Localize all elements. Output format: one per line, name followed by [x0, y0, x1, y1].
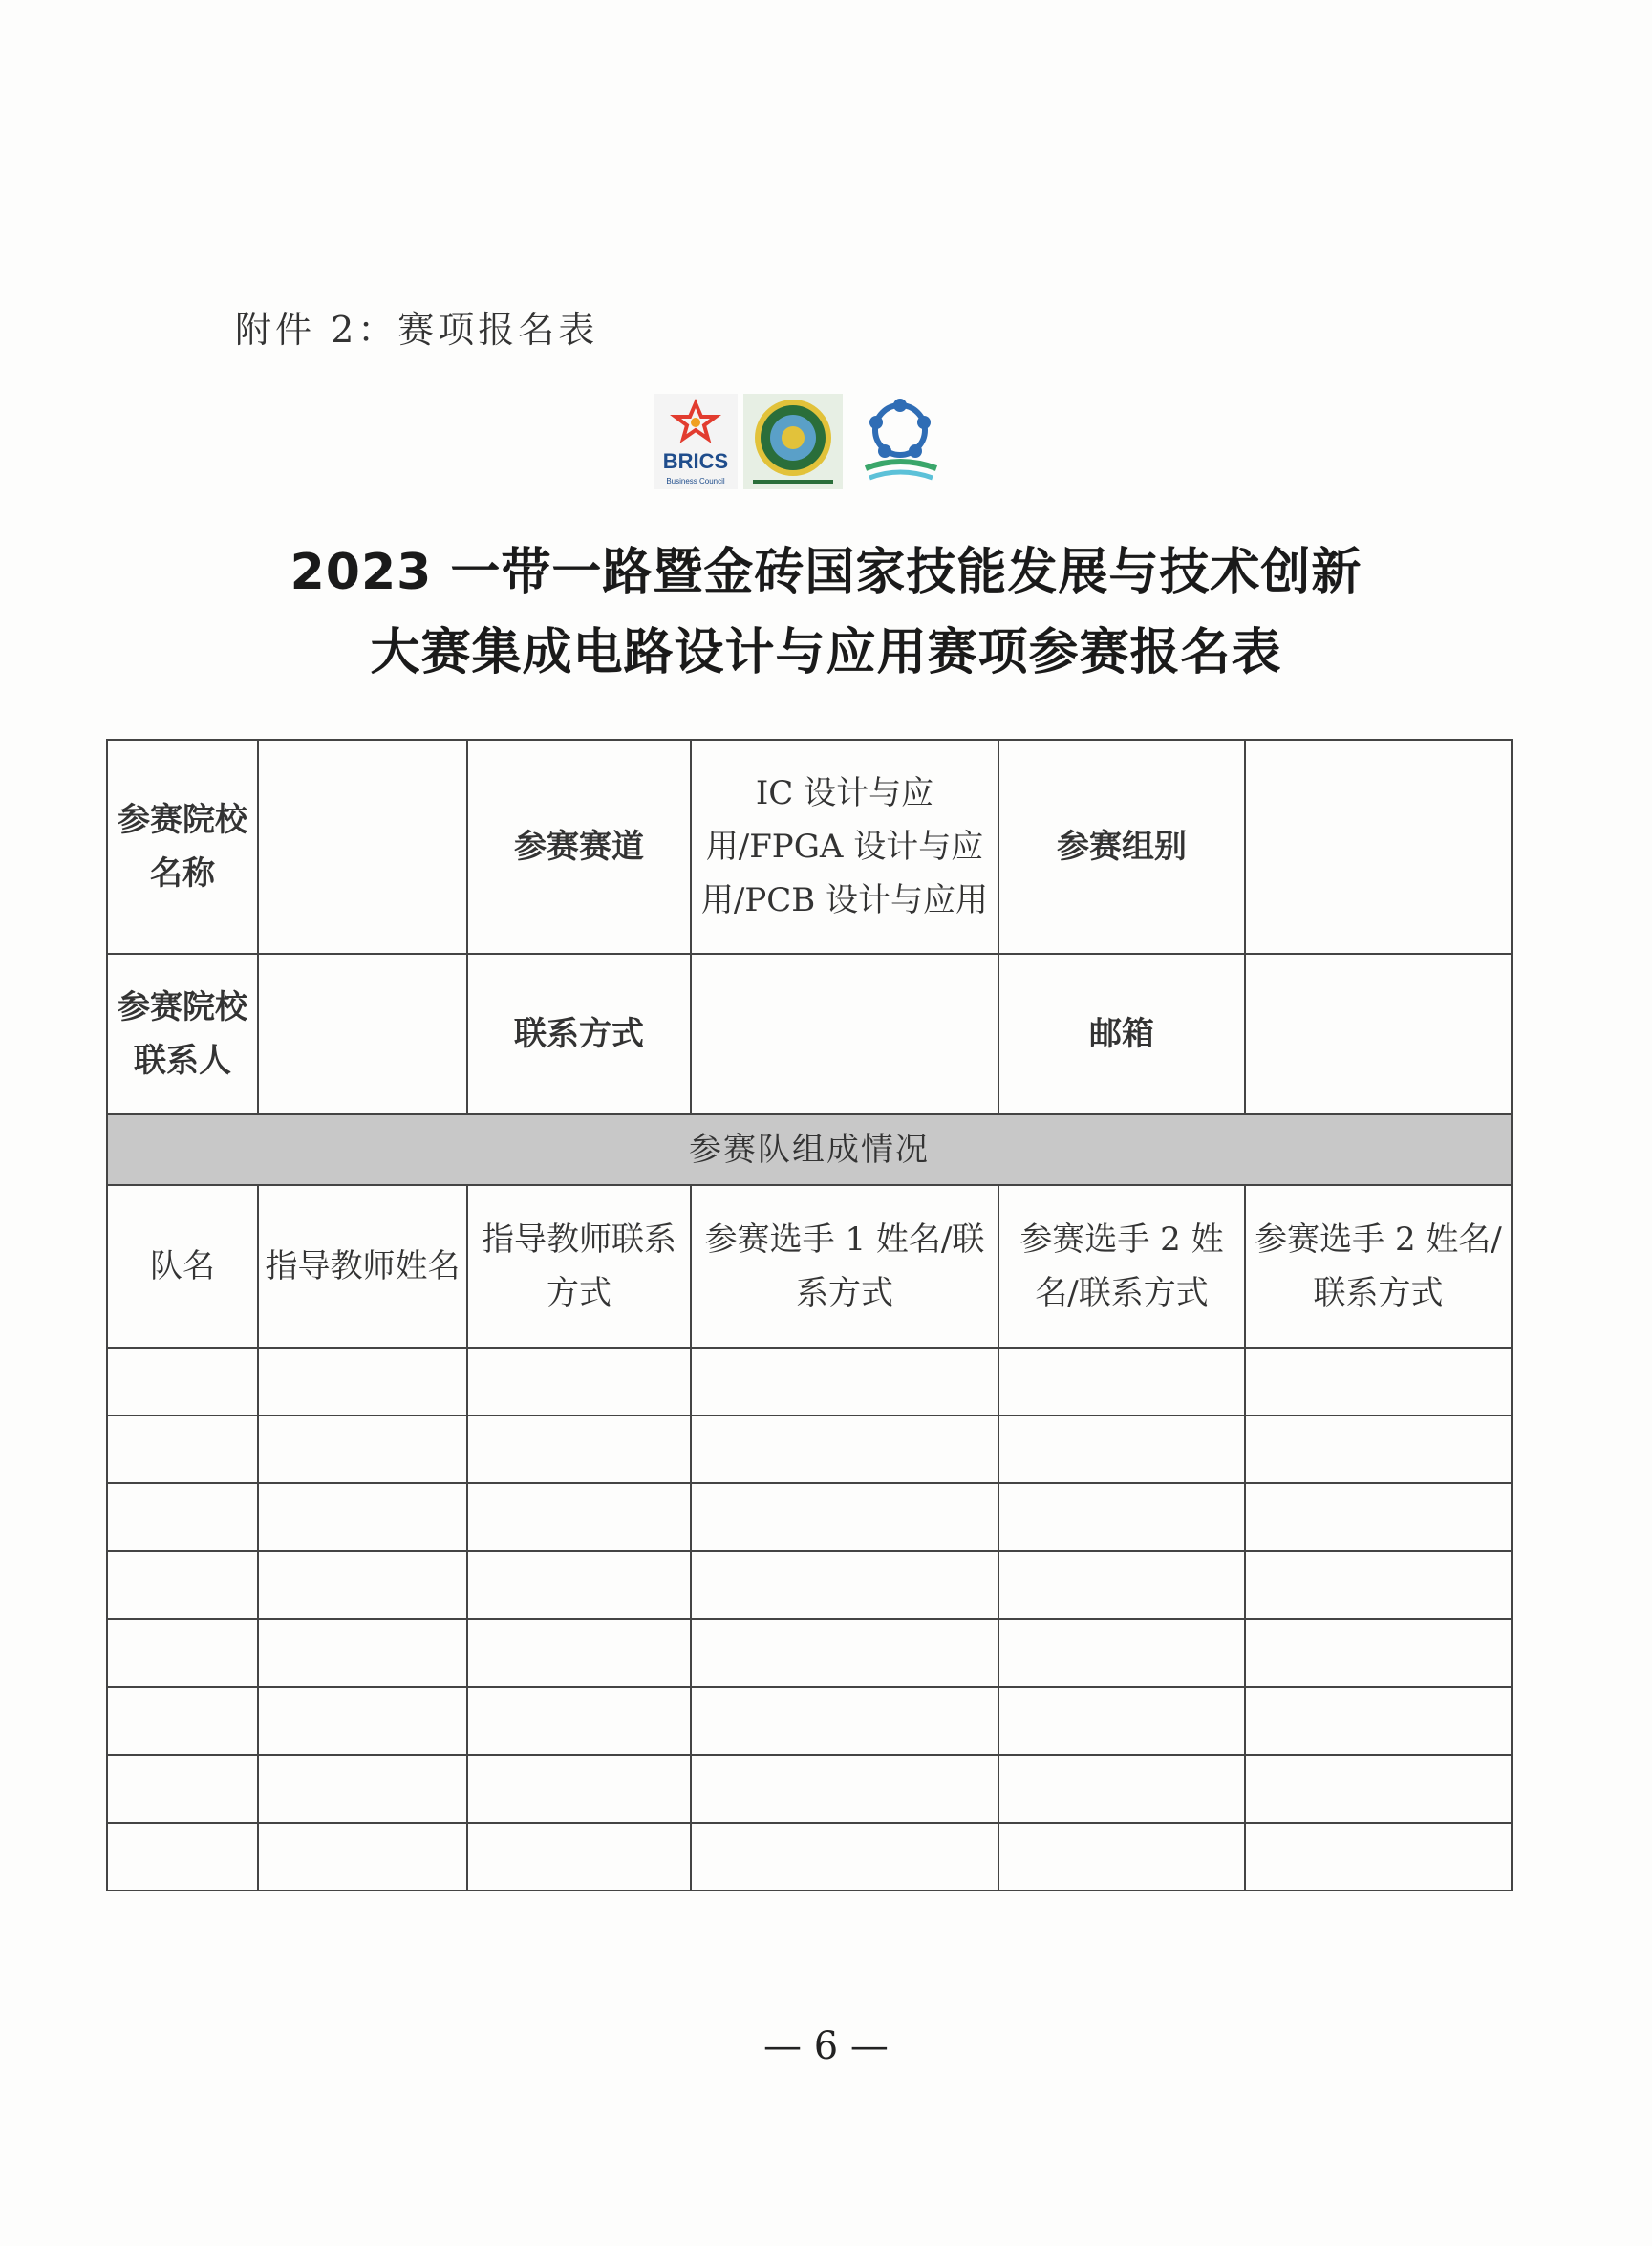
table-cell[interactable] [691, 1348, 998, 1415]
contact-method-label: 联系方式 [467, 954, 691, 1114]
attachment-label: 附件 2：赛项报名表 [235, 309, 599, 351]
table-cell[interactable] [467, 1755, 691, 1823]
registration-form-table [106, 739, 1513, 1891]
table-cell[interactable] [258, 1415, 467, 1483]
table-cell[interactable] [467, 1619, 691, 1687]
table-cell[interactable] [998, 1348, 1245, 1415]
table-row [107, 1483, 1512, 1551]
table-cell[interactable] [998, 1551, 1245, 1619]
table-cell[interactable] [1245, 1348, 1512, 1415]
group-field[interactable] [1245, 740, 1512, 954]
contact-method-field[interactable] [691, 954, 998, 1114]
emblem-logo [866, 399, 936, 478]
table-cell[interactable] [691, 1619, 998, 1687]
table-cell[interactable] [691, 1823, 998, 1890]
table-cell[interactable] [107, 1483, 258, 1551]
table-row [107, 1755, 1512, 1823]
table-row [107, 1415, 1512, 1483]
table-cell[interactable] [691, 1687, 998, 1755]
table-cell[interactable] [998, 1755, 1245, 1823]
email-label: 邮箱 [998, 954, 1245, 1114]
table-cell[interactable] [998, 1823, 1245, 1890]
table-cell[interactable] [1245, 1687, 1512, 1755]
track-value[interactable]: IC 设计与应用/FPGA 设计与应用/PCB 设计与应用 [691, 740, 998, 954]
table-row [107, 1114, 1512, 1185]
table-row [107, 1823, 1512, 1890]
table-cell[interactable] [107, 1415, 258, 1483]
table-cell[interactable] [691, 1755, 998, 1823]
brics-logo [654, 394, 738, 489]
table-cell[interactable] [1245, 1619, 1512, 1687]
table-cell[interactable] [258, 1823, 467, 1890]
table-cell[interactable] [258, 1755, 467, 1823]
table-cell[interactable] [467, 1551, 691, 1619]
table-cell[interactable] [467, 1483, 691, 1551]
table-cell[interactable] [258, 1687, 467, 1755]
table-cell[interactable] [467, 1348, 691, 1415]
table-cell[interactable] [258, 1483, 467, 1551]
table-row [107, 1687, 1512, 1755]
group-label: 参赛组别 [998, 740, 1245, 954]
table-cell[interactable] [691, 1551, 998, 1619]
team-header-cell: 指导教师姓名 [258, 1185, 467, 1348]
school-name-field[interactable] [258, 740, 467, 954]
table-cell[interactable] [107, 1823, 258, 1890]
table-cell[interactable] [998, 1415, 1245, 1483]
document-title-line-2: 大赛集成电路设计与应用赛项参赛报名表 [370, 624, 1282, 681]
table-cell[interactable] [998, 1619, 1245, 1687]
table-row [107, 1348, 1512, 1415]
seal-logo [743, 394, 843, 489]
brics-logo-subtext: Business Council [666, 477, 725, 486]
table-cell[interactable] [998, 1687, 1245, 1755]
table-cell[interactable] [107, 1687, 258, 1755]
table-cell[interactable] [107, 1551, 258, 1619]
brics-logo-text: BRICS [662, 449, 729, 473]
table-row [107, 1619, 1512, 1687]
team-section-header: 参赛队组成情况 [107, 1114, 1512, 1185]
team-header-cell: 参赛选手 2 姓名/联系方式 [1245, 1185, 1512, 1348]
table-cell[interactable] [107, 1755, 258, 1823]
table-row [107, 740, 1512, 954]
table-row [107, 954, 1512, 1114]
contact-person-label: 参赛院校联系人 [107, 954, 258, 1114]
logo-group [654, 394, 940, 489]
school-name-label: 参赛院校名称 [107, 740, 258, 954]
table-cell[interactable] [1245, 1823, 1512, 1890]
table-cell[interactable] [1245, 1551, 1512, 1619]
page-number: — 6 — [763, 2024, 889, 2068]
team-header-row [107, 1185, 1512, 1348]
table-cell[interactable] [258, 1551, 467, 1619]
table-cell[interactable] [107, 1348, 258, 1415]
table-cell[interactable] [1245, 1415, 1512, 1483]
table-cell[interactable] [467, 1415, 691, 1483]
table-cell[interactable] [691, 1415, 998, 1483]
table-cell[interactable] [1245, 1483, 1512, 1551]
table-cell[interactable] [467, 1687, 691, 1755]
team-header-cell: 队名 [107, 1185, 258, 1348]
contact-person-field[interactable] [258, 954, 467, 1114]
table-cell[interactable] [258, 1348, 467, 1415]
team-header-cell: 指导教师联系方式 [467, 1185, 691, 1348]
table-cell[interactable] [1245, 1755, 1512, 1823]
table-cell[interactable] [467, 1823, 691, 1890]
table-row [107, 1551, 1512, 1619]
team-header-cell: 参赛选手 1 姓名/联系方式 [691, 1185, 998, 1348]
track-label: 参赛赛道 [467, 740, 691, 954]
table-cell[interactable] [107, 1619, 258, 1687]
email-field[interactable] [1245, 954, 1512, 1114]
team-header-cell: 参赛选手 2 姓名/联系方式 [998, 1185, 1245, 1348]
table-cell[interactable] [998, 1483, 1245, 1551]
document-title-line-1: 2023 一带一路暨金砖国家技能发展与技术创新 [290, 544, 1362, 601]
table-cell[interactable] [691, 1483, 998, 1551]
table-cell[interactable] [258, 1619, 467, 1687]
